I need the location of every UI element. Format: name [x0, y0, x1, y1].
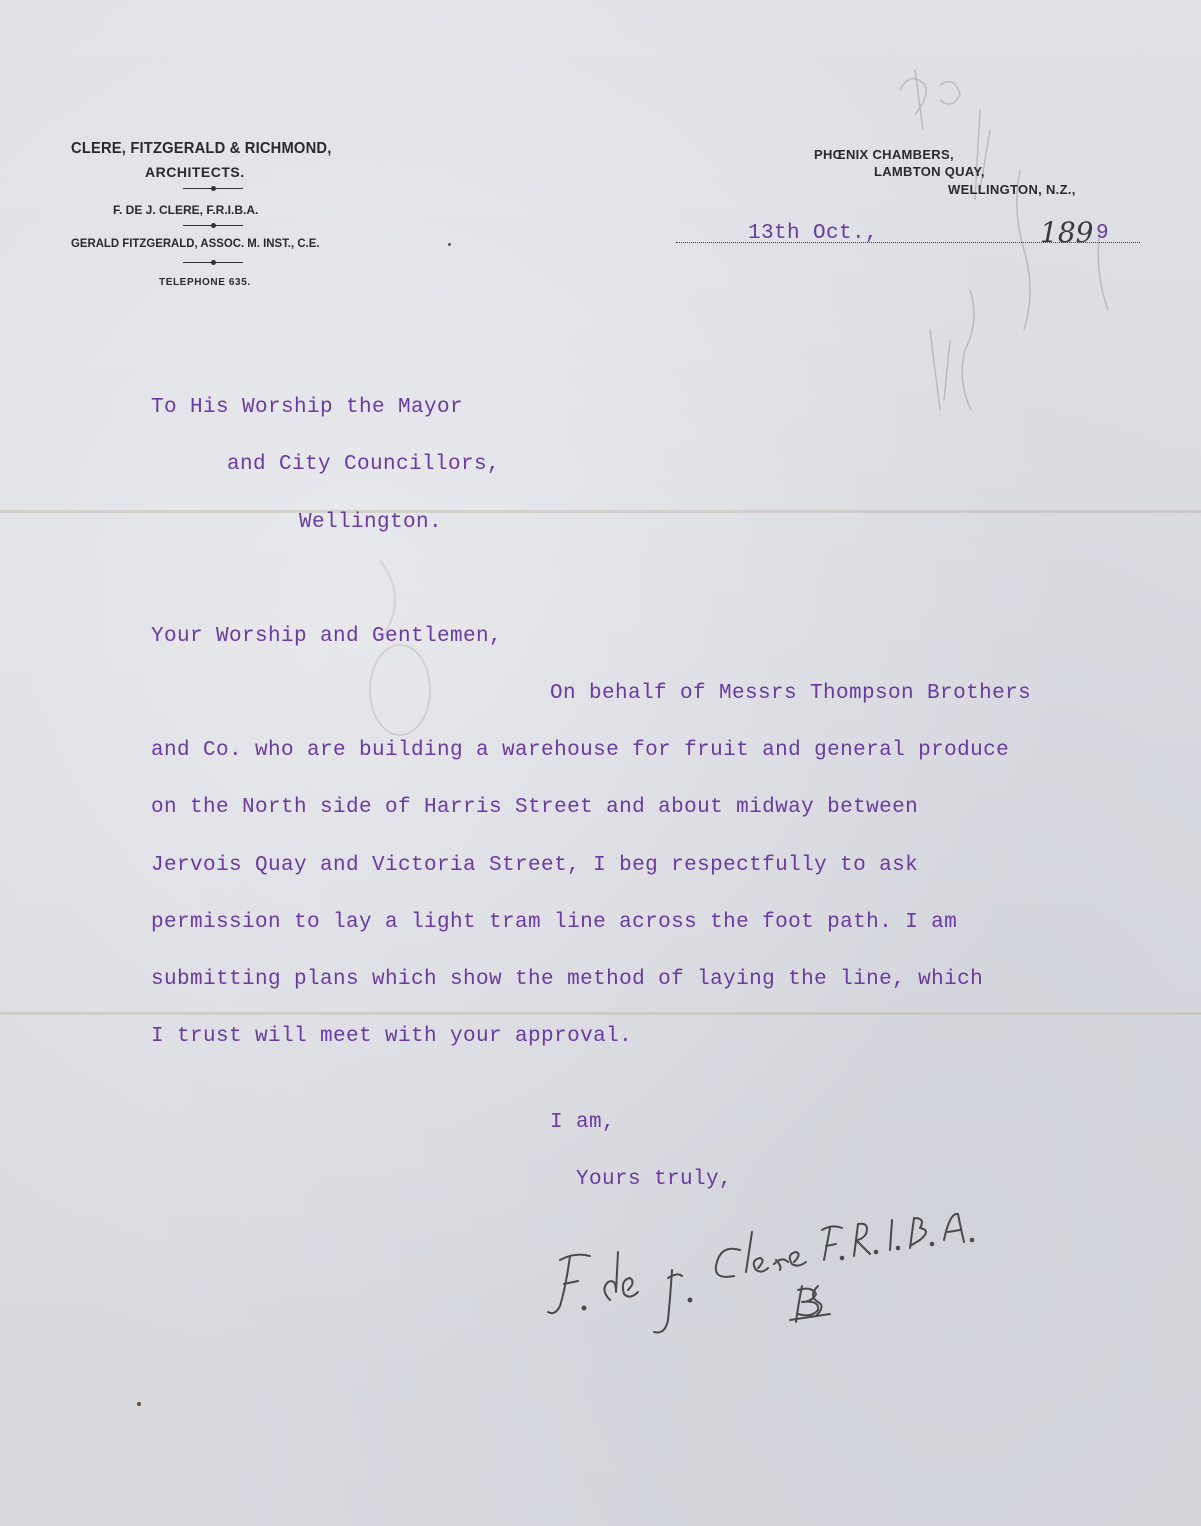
handwritten-signature — [540, 1190, 1040, 1340]
closing-line-2: Yours truly, — [576, 1168, 733, 1191]
body-line: I trust will meet with your approval. — [151, 1025, 633, 1048]
date-year-printed: 189 — [1040, 216, 1094, 249]
paper-fold — [0, 1012, 1201, 1015]
recipient-line-1: To His Worship the Mayor — [151, 396, 464, 419]
faint-stamp-mark — [360, 540, 460, 760]
pencil-annotation — [860, 30, 1160, 470]
ornament-divider — [183, 225, 243, 226]
firm-name: CLERE, FITZGERALD & RICHMOND, — [71, 140, 332, 157]
closing-line-1: I am, — [550, 1111, 616, 1134]
body-line: On behalf of Messrs Thompson Brothers — [550, 682, 1032, 705]
paper-fold — [0, 510, 1201, 513]
address-city: WELLINGTON, N.Z., — [948, 182, 1076, 197]
address-street: LAMBTON QUAY, — [874, 164, 985, 179]
partner-clere: F. DE J. CLERE, F.R.I.B.A. — [113, 203, 259, 217]
partner-fitzgerald: GERALD FITZGERALD, ASSOC. M. INST., C.E. — [71, 236, 320, 250]
recipient-line-3: Wellington. — [299, 511, 443, 534]
body-line: permission to lay a light tram line across the foot path. I am — [151, 911, 958, 934]
ink-spot — [448, 243, 451, 246]
address-building: PHŒNIX CHAMBERS, — [814, 147, 954, 162]
body-line: submitting plans which show the method of laying the line, which — [151, 968, 984, 991]
firm-profession: ARCHITECTS. — [145, 164, 245, 180]
ink-spot — [137, 1402, 141, 1406]
date-year-typed: 9 — [1096, 222, 1110, 245]
ornament-divider — [183, 262, 243, 263]
salutation: Your Worship and Gentlemen, — [151, 625, 503, 648]
body-line: and Co. who are building a warehouse for fruit and general produce — [151, 739, 1010, 762]
body-line: Jervois Quay and Victoria Street, I beg respectfully to ask — [151, 854, 919, 877]
ornament-divider — [183, 188, 243, 189]
telephone-number: TELEPHONE 635. — [159, 277, 251, 288]
date-day-month: 13th Oct., — [748, 222, 879, 245]
body-line: on the North side of Harris Street and about midway between — [151, 796, 919, 819]
recipient-line-2: and City Councillors, — [227, 453, 501, 476]
